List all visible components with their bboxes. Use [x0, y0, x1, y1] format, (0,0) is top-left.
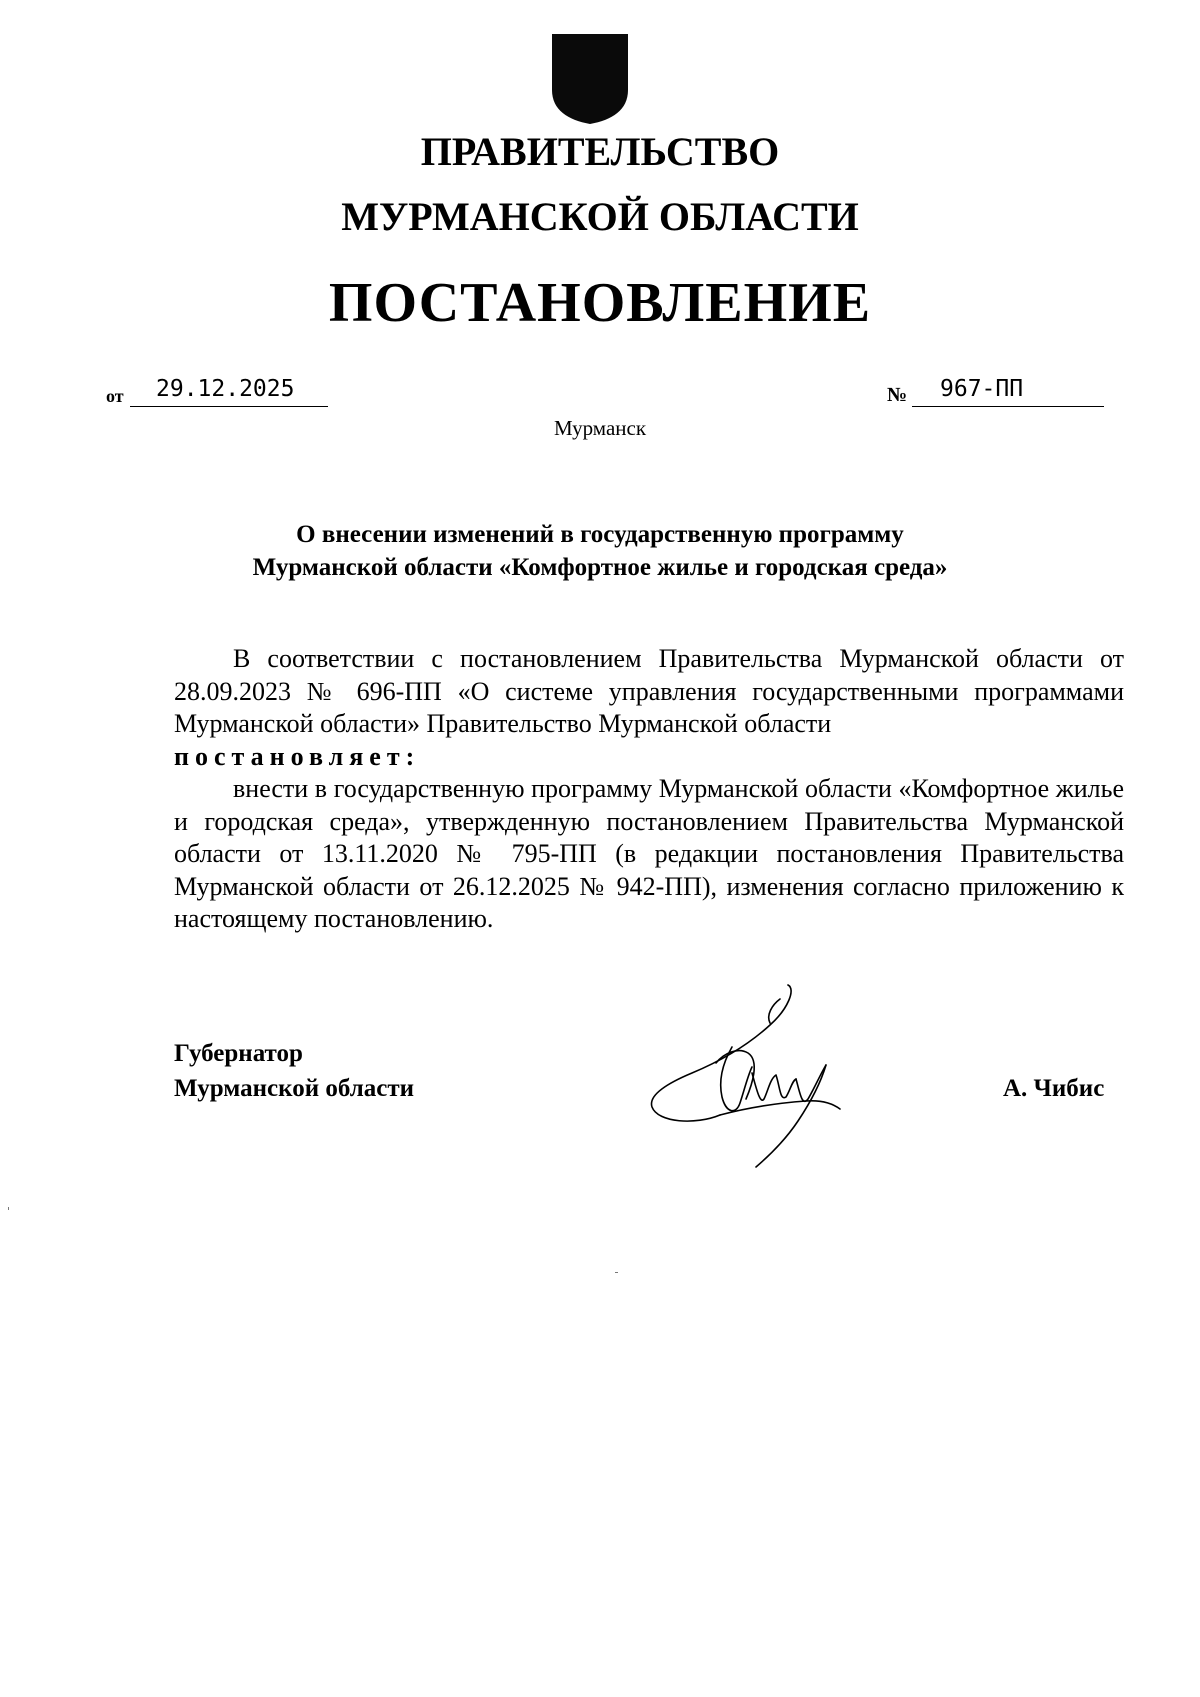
decree-word: постановляет:	[174, 741, 421, 771]
document-number: 967-ПП	[912, 376, 1104, 407]
organization-name-line-1: ПРАВИТЕЛЬСТВО	[420, 129, 780, 174]
date-prefix: от	[106, 386, 124, 406]
scan-speck	[8, 1207, 9, 1210]
scan-speck	[615, 1272, 618, 1273]
organization-name-line-2: МУРМАНСКОЙ ОБЛАСТИ	[341, 194, 859, 239]
signer-title-line-2: Мурманской области	[174, 1075, 415, 1102]
document-subject	[170, 518, 1030, 584]
preamble-paragraph: В соответствии с постановлением Правительства Мурманской области от 28.09.2023 № 696-ПП «О системе управления государственными программами Мурманской области» Правительство Мурманской области	[174, 644, 1124, 738]
subject-line-1: О внесении изменений в государственную программу	[296, 521, 904, 548]
issue-city: Мурманск	[553, 416, 647, 440]
document-type-title: ПОСТАНОВЛЕНИЕ	[328, 272, 872, 334]
signer-name: А. Чибис	[1003, 1075, 1105, 1102]
signer-title-line-1: Губернатор	[174, 1040, 303, 1067]
coat-of-arms-icon	[550, 32, 630, 126]
handwritten-signature-icon	[620, 975, 880, 1175]
document-date: 29.12.2025	[130, 376, 328, 407]
resolution-paragraph: внести в государственную программу Мурманской области «Комфортное жилье и городская среда», утвержденную постановлением Правительства Мурманской области от 13.11.2020 № 795-ПП (в редакции постановления Правительства Мурманской области от 26.12.2025 № 942-ПП), изменения согласно приложению к настоящему постановлению.	[174, 774, 1124, 933]
signer-title	[174, 1036, 414, 1106]
document-body	[174, 643, 1124, 936]
number-prefix: №	[887, 384, 908, 406]
subject-line-2: Мурманской области «Комфортное жилье и городская среда»	[252, 554, 948, 581]
